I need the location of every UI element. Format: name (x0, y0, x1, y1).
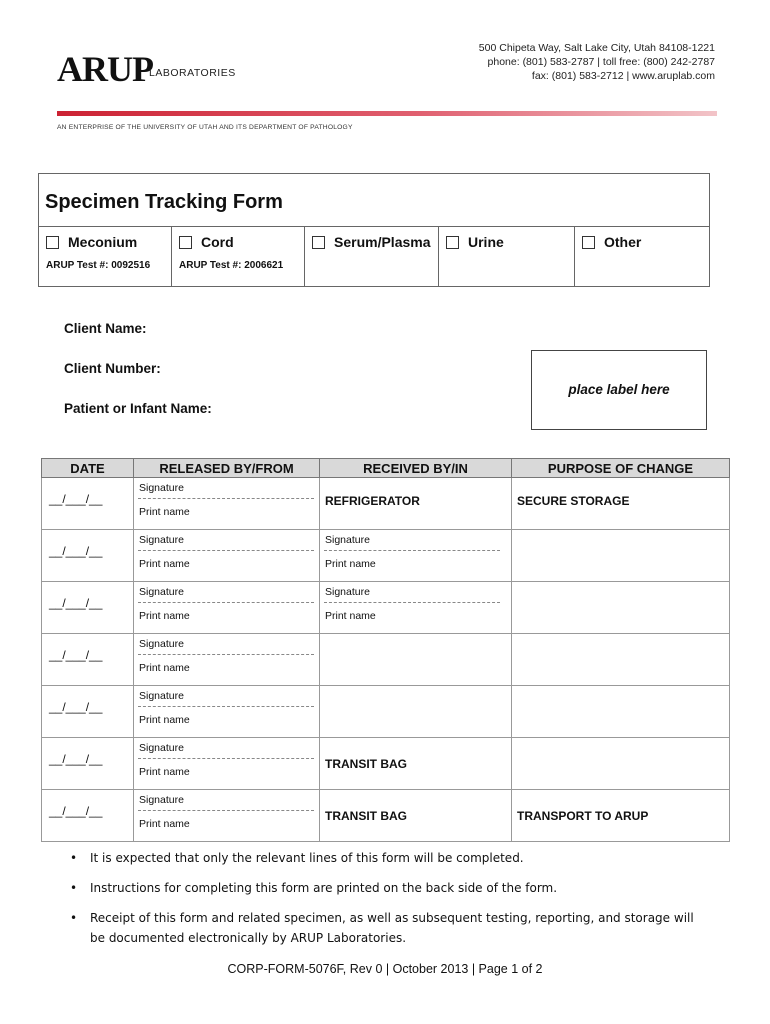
released-cell[interactable] (134, 686, 320, 738)
signature-label: Signature (139, 638, 184, 650)
signature-label: Signature (139, 794, 184, 806)
signature-line (138, 654, 314, 655)
received-value: TRANSIT BAG (325, 757, 407, 771)
date-placeholder: __/___/__ (49, 752, 103, 766)
serum-plasma-checkbox[interactable] (312, 236, 325, 249)
header-received: RECEIVED BY/IN (320, 459, 512, 478)
date-cell[interactable] (42, 790, 134, 842)
released-cell[interactable] (134, 530, 320, 582)
specimen-test-code: ARUP Test #: 0092516 (46, 260, 151, 271)
date-cell[interactable] (42, 738, 134, 790)
specimen-type-meconium (39, 227, 172, 287)
specimen-type-serum-plasma (305, 227, 439, 287)
signature-line (138, 758, 314, 759)
address-line-2: phone: (801) 583-2787 | toll free: (800) 242-2787 (487, 56, 715, 68)
date-placeholder: __/___/__ (49, 492, 103, 506)
received-value: REFRIGERATOR (325, 494, 420, 508)
received-cell[interactable] (320, 738, 512, 790)
signature-label: Signature (325, 586, 370, 598)
purpose-cell[interactable] (512, 478, 730, 530)
date-cell[interactable] (42, 530, 134, 582)
signature-label: Signature (139, 534, 184, 546)
signature-label: Signature (325, 534, 370, 546)
purpose-cell[interactable] (512, 634, 730, 686)
received-cell[interactable] (320, 634, 512, 686)
date-placeholder: __/___/__ (49, 804, 103, 818)
client-number-label: Client Number: (64, 361, 161, 376)
date-cell[interactable] (42, 686, 134, 738)
bullet-icon: • (70, 881, 78, 895)
note-text: Receipt of this form and related specimen, as well as subsequent testing, reporting, and storage will be documented electronically by ARUP Laboratories. (90, 911, 694, 945)
other-checkbox[interactable] (582, 236, 595, 249)
purpose-cell[interactable] (512, 738, 730, 790)
client-name-label: Client Name: (64, 321, 147, 336)
date-cell[interactable] (42, 582, 134, 634)
note-text: It is expected that only the relevant lines of this form will be completed. (90, 851, 524, 865)
released-cell[interactable] (134, 738, 320, 790)
table-row (42, 738, 730, 790)
specimen-type-cord (172, 227, 305, 287)
list-item (70, 878, 710, 898)
arup-logo (57, 46, 236, 92)
enterprise-line: AN ENTERPRISE OF THE UNIVERSITY OF UTAH AND ITS DEPARTMENT OF PATHOLOGY (57, 124, 353, 131)
purpose-cell[interactable] (512, 790, 730, 842)
received-cell[interactable] (320, 790, 512, 842)
purpose-value: TRANSPORT TO ARUP (517, 809, 649, 823)
meconium-checkbox[interactable] (46, 236, 59, 249)
date-placeholder: __/___/__ (49, 596, 103, 610)
specimen-type-urine (439, 227, 575, 287)
specimen-test-code: ARUP Test #: 2006621 (179, 260, 284, 271)
header-released: RELEASED BY/FROM (134, 459, 320, 478)
signature-line (138, 550, 314, 551)
print-name-label: Print name (139, 506, 190, 518)
logo-wordmark: ARUP (57, 49, 153, 89)
header-purpose: PURPOSE OF CHANGE (512, 459, 730, 478)
page-footer: CORP-FORM-5076F, Rev 0 | October 2013 | Page 1 of 2 (227, 962, 543, 976)
received-value: TRANSIT BAG (325, 809, 407, 823)
signature-label: Signature (139, 482, 184, 494)
specimen-type-label: Urine (468, 234, 504, 250)
patient-name-label: Patient or Infant Name: (64, 401, 212, 416)
purpose-cell[interactable] (512, 686, 730, 738)
label-placeholder: place label here (568, 382, 670, 397)
print-name-label: Print name (139, 610, 190, 622)
specimen-type-box (38, 173, 710, 287)
released-cell[interactable] (134, 634, 320, 686)
released-cell[interactable] (134, 478, 320, 530)
print-name-label: Print name (139, 818, 190, 830)
note-text: Instructions for completing this form are printed on the back side of the form. (90, 881, 558, 895)
cord-checkbox[interactable] (179, 236, 192, 249)
print-name-label: Print name (325, 558, 376, 570)
table-header-row (42, 459, 730, 478)
table-row (42, 686, 730, 738)
specimen-type-label: Meconium (68, 234, 138, 250)
specimen-type-label: Cord (201, 234, 234, 250)
signature-line (138, 810, 314, 811)
signature-line (138, 706, 314, 707)
notes-list (70, 848, 710, 958)
signature-label: Signature (139, 690, 184, 702)
received-cell[interactable] (320, 478, 512, 530)
urine-checkbox[interactable] (446, 236, 459, 249)
received-cell[interactable] (320, 686, 512, 738)
purpose-value: SECURE STORAGE (517, 494, 630, 508)
print-name-label: Print name (139, 766, 190, 778)
bullet-icon: • (70, 851, 78, 865)
specimen-type-label: Serum/Plasma (334, 234, 431, 250)
signature-line (138, 498, 314, 499)
signature-label: Signature (139, 586, 184, 598)
bullet-icon: • (70, 911, 78, 925)
date-cell[interactable] (42, 478, 134, 530)
signature-label: Signature (139, 742, 184, 754)
table-row (42, 790, 730, 842)
print-name-label: Print name (325, 610, 376, 622)
print-name-label: Print name (139, 714, 190, 726)
table-row (42, 478, 730, 530)
address-line-1: 500 Chipeta Way, Salt Lake City, Utah 84108-1221 (478, 42, 715, 54)
purpose-cell[interactable] (512, 530, 730, 582)
address-line-3: fax: (801) 583-2712 | www.aruplab.com (531, 70, 715, 82)
received-cell[interactable] (320, 530, 512, 582)
label-area (531, 350, 707, 430)
date-placeholder: __/___/__ (49, 648, 103, 662)
list-item (70, 848, 710, 868)
table-row (42, 530, 730, 582)
purpose-cell[interactable] (512, 582, 730, 634)
released-cell[interactable] (134, 790, 320, 842)
header-date: DATE (42, 459, 134, 478)
logo-subtitle: LABORATORIES (149, 67, 236, 79)
header-divider (57, 111, 717, 116)
table-row (42, 634, 730, 686)
list-item (70, 908, 710, 948)
tracking-table (41, 458, 730, 842)
specimen-type-other (575, 227, 709, 287)
date-placeholder: __/___/__ (49, 700, 103, 714)
released-cell[interactable] (134, 582, 320, 634)
signature-line (138, 602, 314, 603)
signature-line (324, 602, 500, 603)
date-placeholder: __/___/__ (49, 544, 103, 558)
print-name-label: Print name (139, 662, 190, 674)
form-title: Specimen Tracking Form (45, 191, 283, 213)
date-cell[interactable] (42, 634, 134, 686)
received-cell[interactable] (320, 582, 512, 634)
specimen-type-label: Other (604, 234, 642, 250)
print-name-label: Print name (139, 558, 190, 570)
table-row (42, 582, 730, 634)
signature-line (324, 550, 500, 551)
specimen-type-row (39, 226, 709, 287)
